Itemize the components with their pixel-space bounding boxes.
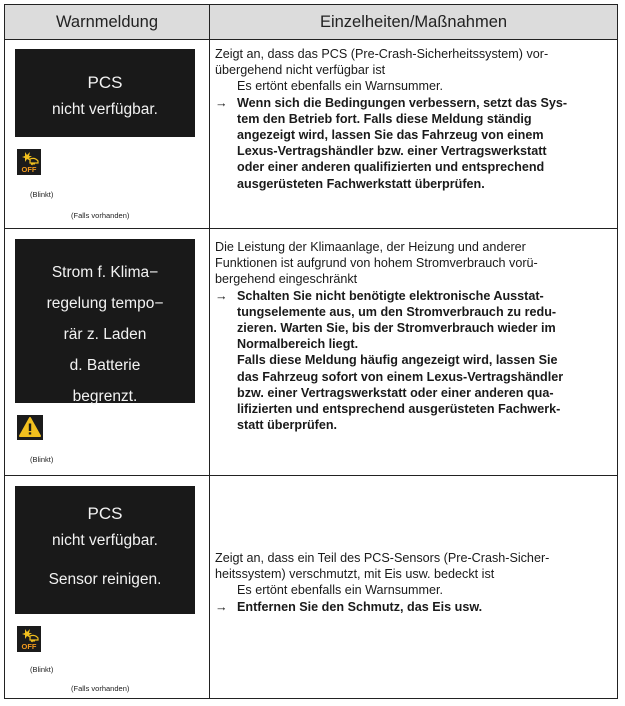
action-line: tungselemente aus, um den Stromverbrauch zu redu-: [237, 304, 557, 319]
blink-label: (Blinkt): [30, 190, 54, 199]
display-line: PCS: [87, 73, 123, 92]
pcs-off-icon: [17, 626, 41, 652]
action-line: Falls diese Meldung häufig angezeigt wird, lassen Sie: [237, 353, 558, 368]
details-text: [215, 550, 615, 615]
action-line: Lexus-Vertragshändler bzw. einer Vertragswerkstatt: [237, 144, 547, 159]
note-label: (Falls vorhanden): [71, 211, 130, 220]
details-text: [215, 239, 615, 433]
header-einzelheiten: Einzelheiten/Maßnahmen: [319, 13, 508, 31]
warning-cell: [5, 476, 209, 698]
details-cell: [210, 229, 617, 475]
description-line: Die Leistung der Klimaanlage, der Heizung und anderer: [215, 240, 526, 254]
display-line: begrenzt.: [72, 388, 138, 405]
description-line: Zeigt an, dass ein Teil des PCS-Sensors (Pre-Crash-Sicher-: [215, 551, 550, 565]
action-line: statt überprüfen.: [237, 418, 338, 433]
display-line: [15, 554, 195, 566]
table-row: [5, 229, 617, 475]
description-line: übergehend nicht verfügbar ist: [215, 63, 386, 78]
buzzer-note: Es ertönt ebenfalls ein Warnsummer.: [237, 583, 444, 598]
display-line: nicht verfügbar.: [52, 532, 158, 549]
display-line: PCS: [87, 504, 123, 523]
display-line: d. Batterie: [69, 357, 141, 374]
blink-label: (Blinkt): [30, 455, 54, 464]
action-line: Wenn sich die Bedingungen verbessern, setzt das Sys-: [237, 95, 568, 110]
warning-table: [4, 4, 618, 699]
display-line: Strom f. Klima−: [51, 264, 159, 281]
description-line: Funktionen ist aufgrund von hohem Stromverbrauch vorü-: [215, 256, 538, 271]
arrow-icon: →: [215, 288, 228, 303]
display-line: nicht verfügbar.: [52, 101, 158, 118]
action-text: [215, 599, 615, 615]
action-line: das Fahrzeug sofort von einem Lexus-Vertragshändler: [237, 369, 564, 384]
action-line: zieren. Warten Sie, bis der Stromverbrauch wieder im: [237, 321, 556, 336]
action-line: ausgerüsteten Fachwerkstatt überprüfen.: [237, 176, 485, 191]
action-text: [215, 95, 615, 192]
warning-cell: [5, 40, 209, 228]
buzzer-note: Es ertönt ebenfalls ein Warnsummer.: [237, 79, 444, 94]
action-line: lifizierten und entsprechend ausgerüsteten Fachwerk-: [237, 402, 561, 417]
warning-display: [15, 49, 195, 137]
action-text: [215, 288, 615, 353]
action-text: [215, 352, 615, 433]
description-line: Zeigt an, dass das PCS (Pre-Crash-Sicherheitssystem) vor-: [215, 47, 549, 61]
note-label: (Falls vorhanden): [71, 684, 130, 693]
action-line: tem den Betrieb fort. Falls diese Meldung ständig: [237, 111, 532, 126]
action-line: Normalbereich liegt.: [237, 337, 359, 352]
details-cell: [210, 476, 617, 698]
description-line: heitssystem) verschmutzt, mit Eis usw. bedeckt ist: [215, 567, 495, 582]
header-warnmeldung: Warnmeldung: [55, 13, 159, 31]
display-line: rär z. Laden: [63, 326, 147, 343]
action-line: oder einer anderen qualifizierten und entsprechend: [237, 160, 545, 175]
description-line: bergehend eingeschränkt: [215, 272, 358, 287]
icon-off-label: OFF: [21, 642, 37, 651]
icon-off-label: OFF: [21, 165, 37, 174]
arrow-icon: →: [215, 599, 228, 614]
action-line: Schalten Sie nicht benötigte elektronische Ausstat-: [237, 288, 544, 303]
details-text: [215, 46, 615, 192]
warning-triangle-icon: [17, 415, 43, 440]
display-line: Sensor reinigen.: [48, 571, 162, 588]
table-row: [5, 476, 617, 698]
display-line: regelung tempo−: [46, 295, 164, 312]
warning-cell: [5, 229, 209, 475]
action-line: Entfernen Sie den Schmutz, das Eis usw.: [237, 599, 483, 614]
warning-display: [15, 239, 195, 403]
action-line: angezeigt wird, lassen Sie das Fahrzeug von einem: [237, 128, 544, 143]
table-row: [5, 40, 617, 228]
blink-label: (Blinkt): [30, 665, 54, 674]
warning-display: [15, 486, 195, 614]
details-cell: [210, 40, 617, 228]
action-line: bzw. einer Vertragswerkstatt oder einer anderen qua-: [237, 385, 554, 400]
table-header: [5, 5, 617, 40]
pcs-off-icon: [17, 149, 41, 175]
arrow-icon: →: [215, 95, 228, 110]
